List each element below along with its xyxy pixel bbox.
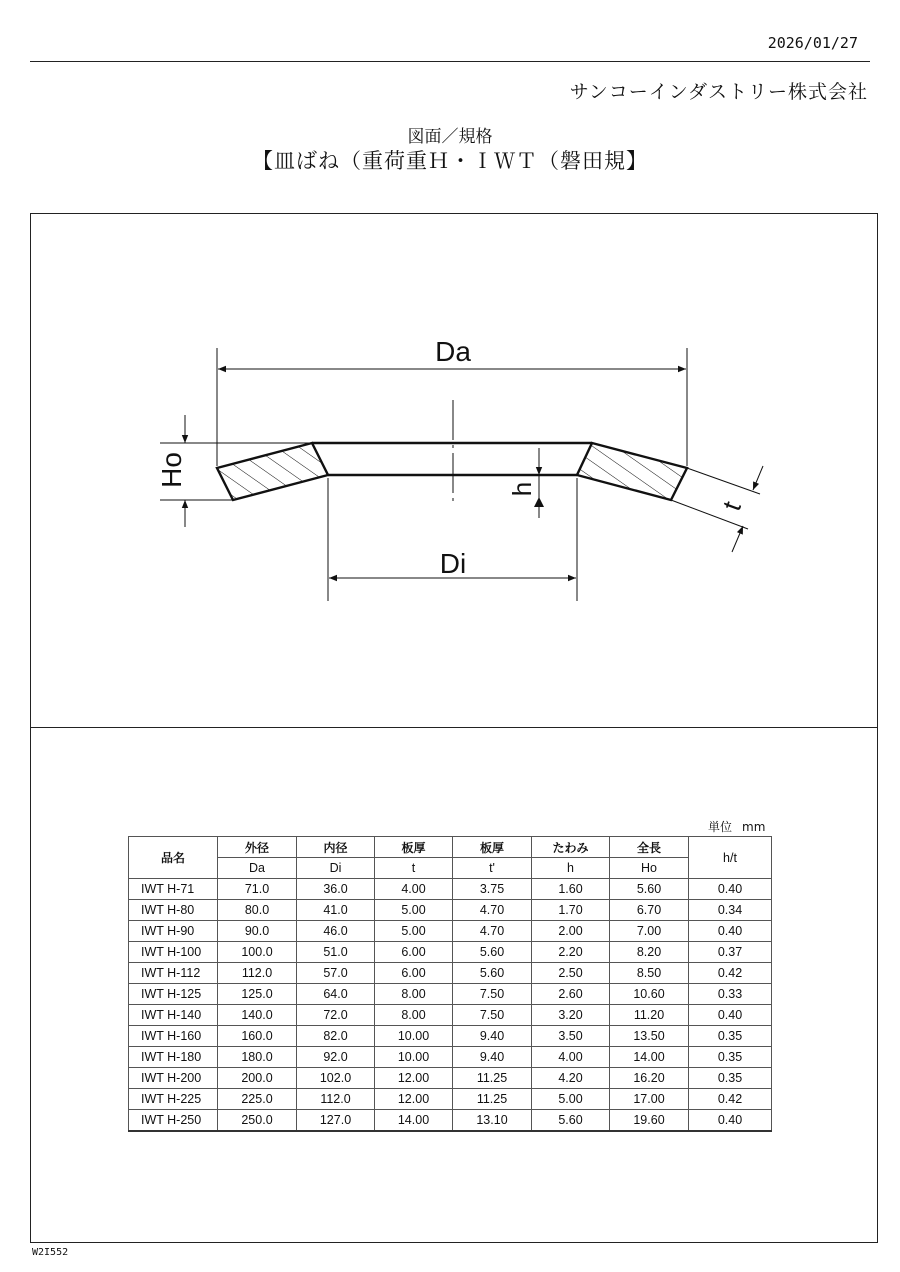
cell-h-t-ratio: 0.42 bbox=[689, 1089, 772, 1110]
cell-product-name: IWT H-90 bbox=[129, 921, 218, 942]
header-outer-diameter: 外径 bbox=[218, 837, 297, 858]
cell-product-name: IWT H-225 bbox=[129, 1089, 218, 1110]
cell-inner-diameter: 36.0 bbox=[297, 879, 375, 900]
cell-h-t-ratio: 0.40 bbox=[689, 1110, 772, 1132]
header-thickness: 板厚 bbox=[375, 837, 453, 858]
cell-thickness: 6.00 bbox=[375, 963, 453, 984]
cell-thickness: 6.00 bbox=[375, 942, 453, 963]
cell-h-t-ratio: 0.33 bbox=[689, 984, 772, 1005]
document-code: W2I552 bbox=[32, 1247, 69, 1258]
cell-h-t-ratio: 0.35 bbox=[689, 1068, 772, 1089]
h-arrow-up bbox=[534, 497, 544, 507]
unit-caption: 単位 bbox=[708, 820, 733, 834]
table-row bbox=[129, 1068, 772, 1089]
cell-thickness-reduced: 4.70 bbox=[453, 921, 532, 942]
cell-free-height: 6.70 bbox=[610, 900, 689, 921]
unit-value: mm bbox=[742, 820, 766, 834]
cell-free-height: 7.00 bbox=[610, 921, 689, 942]
cell-deflection: 4.00 bbox=[532, 1047, 610, 1068]
cell-free-height: 11.20 bbox=[610, 1005, 689, 1026]
cell-thickness: 14.00 bbox=[375, 1110, 453, 1132]
cell-free-height: 10.60 bbox=[610, 984, 689, 1005]
document-subtitle: 図面／規格 bbox=[407, 127, 493, 147]
document-date: 2026/01/27 bbox=[767, 34, 858, 52]
cell-thickness: 5.00 bbox=[375, 921, 453, 942]
cell-outer-diameter: 225.0 bbox=[218, 1089, 297, 1110]
table-row bbox=[129, 1110, 772, 1132]
subheader-t: t bbox=[375, 858, 453, 879]
cell-product-name: IWT H-125 bbox=[129, 984, 218, 1005]
cell-inner-diameter: 64.0 bbox=[297, 984, 375, 1005]
cell-product-name: IWT H-140 bbox=[129, 1005, 218, 1026]
cell-product-name: IWT H-71 bbox=[129, 879, 218, 900]
table-row bbox=[129, 942, 772, 963]
cell-outer-diameter: 112.0 bbox=[218, 963, 297, 984]
cell-free-height: 13.50 bbox=[610, 1026, 689, 1047]
cell-outer-diameter: 80.0 bbox=[218, 900, 297, 921]
table-row bbox=[129, 879, 772, 900]
cell-thickness: 8.00 bbox=[375, 1005, 453, 1026]
cell-thickness-reduced: 13.10 bbox=[453, 1110, 532, 1132]
cell-thickness-reduced: 3.75 bbox=[453, 879, 532, 900]
subheader-di: Di bbox=[297, 858, 375, 879]
cell-inner-diameter: 41.0 bbox=[297, 900, 375, 921]
table-row bbox=[129, 1005, 772, 1026]
cell-thickness: 5.00 bbox=[375, 900, 453, 921]
dimension-t-top bbox=[753, 466, 763, 490]
cell-inner-diameter: 51.0 bbox=[297, 942, 375, 963]
cell-outer-diameter: 250.0 bbox=[218, 1110, 297, 1132]
cell-outer-diameter: 180.0 bbox=[218, 1047, 297, 1068]
header-deflection: たわみ bbox=[532, 837, 610, 858]
cell-inner-diameter: 82.0 bbox=[297, 1026, 375, 1047]
cell-thickness: 4.00 bbox=[375, 879, 453, 900]
label-da: Da bbox=[435, 336, 471, 367]
label-t: t bbox=[716, 497, 747, 515]
subheader-t-prime: t' bbox=[453, 858, 532, 879]
cell-h-t-ratio: 0.40 bbox=[689, 1005, 772, 1026]
cell-thickness-reduced: 11.25 bbox=[453, 1089, 532, 1110]
cell-outer-diameter: 200.0 bbox=[218, 1068, 297, 1089]
cell-thickness: 10.00 bbox=[375, 1026, 453, 1047]
cell-free-height: 16.20 bbox=[610, 1068, 689, 1089]
cell-inner-diameter: 46.0 bbox=[297, 921, 375, 942]
cell-inner-diameter: 72.0 bbox=[297, 1005, 375, 1026]
label-di: Di bbox=[439, 548, 467, 579]
cell-inner-diameter: 102.0 bbox=[297, 1068, 375, 1089]
header-free-height: 全長 bbox=[610, 837, 689, 858]
cell-thickness: 12.00 bbox=[375, 1089, 453, 1110]
cell-h-t-ratio: 0.40 bbox=[689, 879, 772, 900]
spec-table bbox=[128, 836, 772, 1132]
subheader-da: Da bbox=[218, 858, 297, 879]
cell-thickness-reduced: 9.40 bbox=[453, 1047, 532, 1068]
cell-product-name: IWT H-250 bbox=[129, 1110, 218, 1132]
subheader-h: h bbox=[532, 858, 610, 879]
cell-free-height: 8.20 bbox=[610, 942, 689, 963]
label-ho: Ho bbox=[156, 452, 187, 488]
cell-thickness: 8.00 bbox=[375, 984, 453, 1005]
cell-thickness-reduced: 5.60 bbox=[453, 963, 532, 984]
cell-thickness-reduced: 7.50 bbox=[453, 984, 532, 1005]
cell-deflection: 2.00 bbox=[532, 921, 610, 942]
cell-deflection: 4.20 bbox=[532, 1068, 610, 1089]
header-h-t-ratio: h/t bbox=[689, 837, 772, 879]
cell-h-t-ratio: 0.42 bbox=[689, 963, 772, 984]
table-row bbox=[129, 963, 772, 984]
cell-h-t-ratio: 0.37 bbox=[689, 942, 772, 963]
cell-product-name: IWT H-180 bbox=[129, 1047, 218, 1068]
cell-product-name: IWT H-80 bbox=[129, 900, 218, 921]
label-h: h bbox=[507, 481, 537, 497]
cell-deflection: 5.00 bbox=[532, 1089, 610, 1110]
cell-inner-diameter: 92.0 bbox=[297, 1047, 375, 1068]
cell-free-height: 5.60 bbox=[610, 879, 689, 900]
cell-inner-diameter: 57.0 bbox=[297, 963, 375, 984]
cell-product-name: IWT H-160 bbox=[129, 1026, 218, 1047]
cell-deflection: 5.60 bbox=[532, 1110, 610, 1132]
cell-outer-diameter: 100.0 bbox=[218, 942, 297, 963]
cell-thickness: 10.00 bbox=[375, 1047, 453, 1068]
cell-thickness-reduced: 7.50 bbox=[453, 1005, 532, 1026]
cell-h-t-ratio: 0.35 bbox=[689, 1047, 772, 1068]
cell-thickness-reduced: 11.25 bbox=[453, 1068, 532, 1089]
document-title: 【皿ばね（重荷重Ｈ・ＩＷＴ（磐田規】 bbox=[252, 149, 648, 173]
table-row bbox=[129, 1026, 772, 1047]
cell-thickness-reduced: 5.60 bbox=[453, 942, 532, 963]
header-inner-diameter: 内径 bbox=[297, 837, 375, 858]
spring-cross-section bbox=[217, 443, 687, 500]
cell-deflection: 2.50 bbox=[532, 963, 610, 984]
cell-outer-diameter: 90.0 bbox=[218, 921, 297, 942]
cell-deflection: 3.50 bbox=[532, 1026, 610, 1047]
table-row bbox=[129, 984, 772, 1005]
spec-table-body bbox=[129, 879, 772, 1132]
cell-deflection: 1.60 bbox=[532, 879, 610, 900]
subheader-ho: Ho bbox=[610, 858, 689, 879]
company-name: サンコーインダストリー株式会社 bbox=[569, 81, 868, 103]
cell-product-name: IWT H-200 bbox=[129, 1068, 218, 1089]
cell-deflection: 3.20 bbox=[532, 1005, 610, 1026]
dimension-t-bottom bbox=[732, 526, 743, 552]
cell-outer-diameter: 140.0 bbox=[218, 1005, 297, 1026]
header-product-name: 品名 bbox=[129, 837, 218, 879]
cell-deflection: 2.60 bbox=[532, 984, 610, 1005]
cell-free-height: 19.60 bbox=[610, 1110, 689, 1132]
cell-inner-diameter: 127.0 bbox=[297, 1110, 375, 1132]
unit-label bbox=[708, 818, 765, 835]
cell-h-t-ratio: 0.34 bbox=[689, 900, 772, 921]
cell-product-name: IWT H-100 bbox=[129, 942, 218, 963]
cell-free-height: 8.50 bbox=[610, 963, 689, 984]
cell-free-height: 17.00 bbox=[610, 1089, 689, 1110]
cell-inner-diameter: 112.0 bbox=[297, 1089, 375, 1110]
cell-outer-diameter: 71.0 bbox=[218, 879, 297, 900]
cell-outer-diameter: 160.0 bbox=[218, 1026, 297, 1047]
cell-thickness: 12.00 bbox=[375, 1068, 453, 1089]
cell-free-height: 14.00 bbox=[610, 1047, 689, 1068]
cell-outer-diameter: 125.0 bbox=[218, 984, 297, 1005]
cell-deflection: 1.70 bbox=[532, 900, 610, 921]
cell-deflection: 2.20 bbox=[532, 942, 610, 963]
cell-thickness-reduced: 9.40 bbox=[453, 1026, 532, 1047]
cell-h-t-ratio: 0.35 bbox=[689, 1026, 772, 1047]
table-row bbox=[129, 1089, 772, 1110]
cell-h-t-ratio: 0.40 bbox=[689, 921, 772, 942]
header-thickness-reduced: 板厚 bbox=[453, 837, 532, 858]
table-row bbox=[129, 900, 772, 921]
cell-product-name: IWT H-112 bbox=[129, 963, 218, 984]
cell-thickness-reduced: 4.70 bbox=[453, 900, 532, 921]
table-row bbox=[129, 1047, 772, 1068]
table-row bbox=[129, 921, 772, 942]
